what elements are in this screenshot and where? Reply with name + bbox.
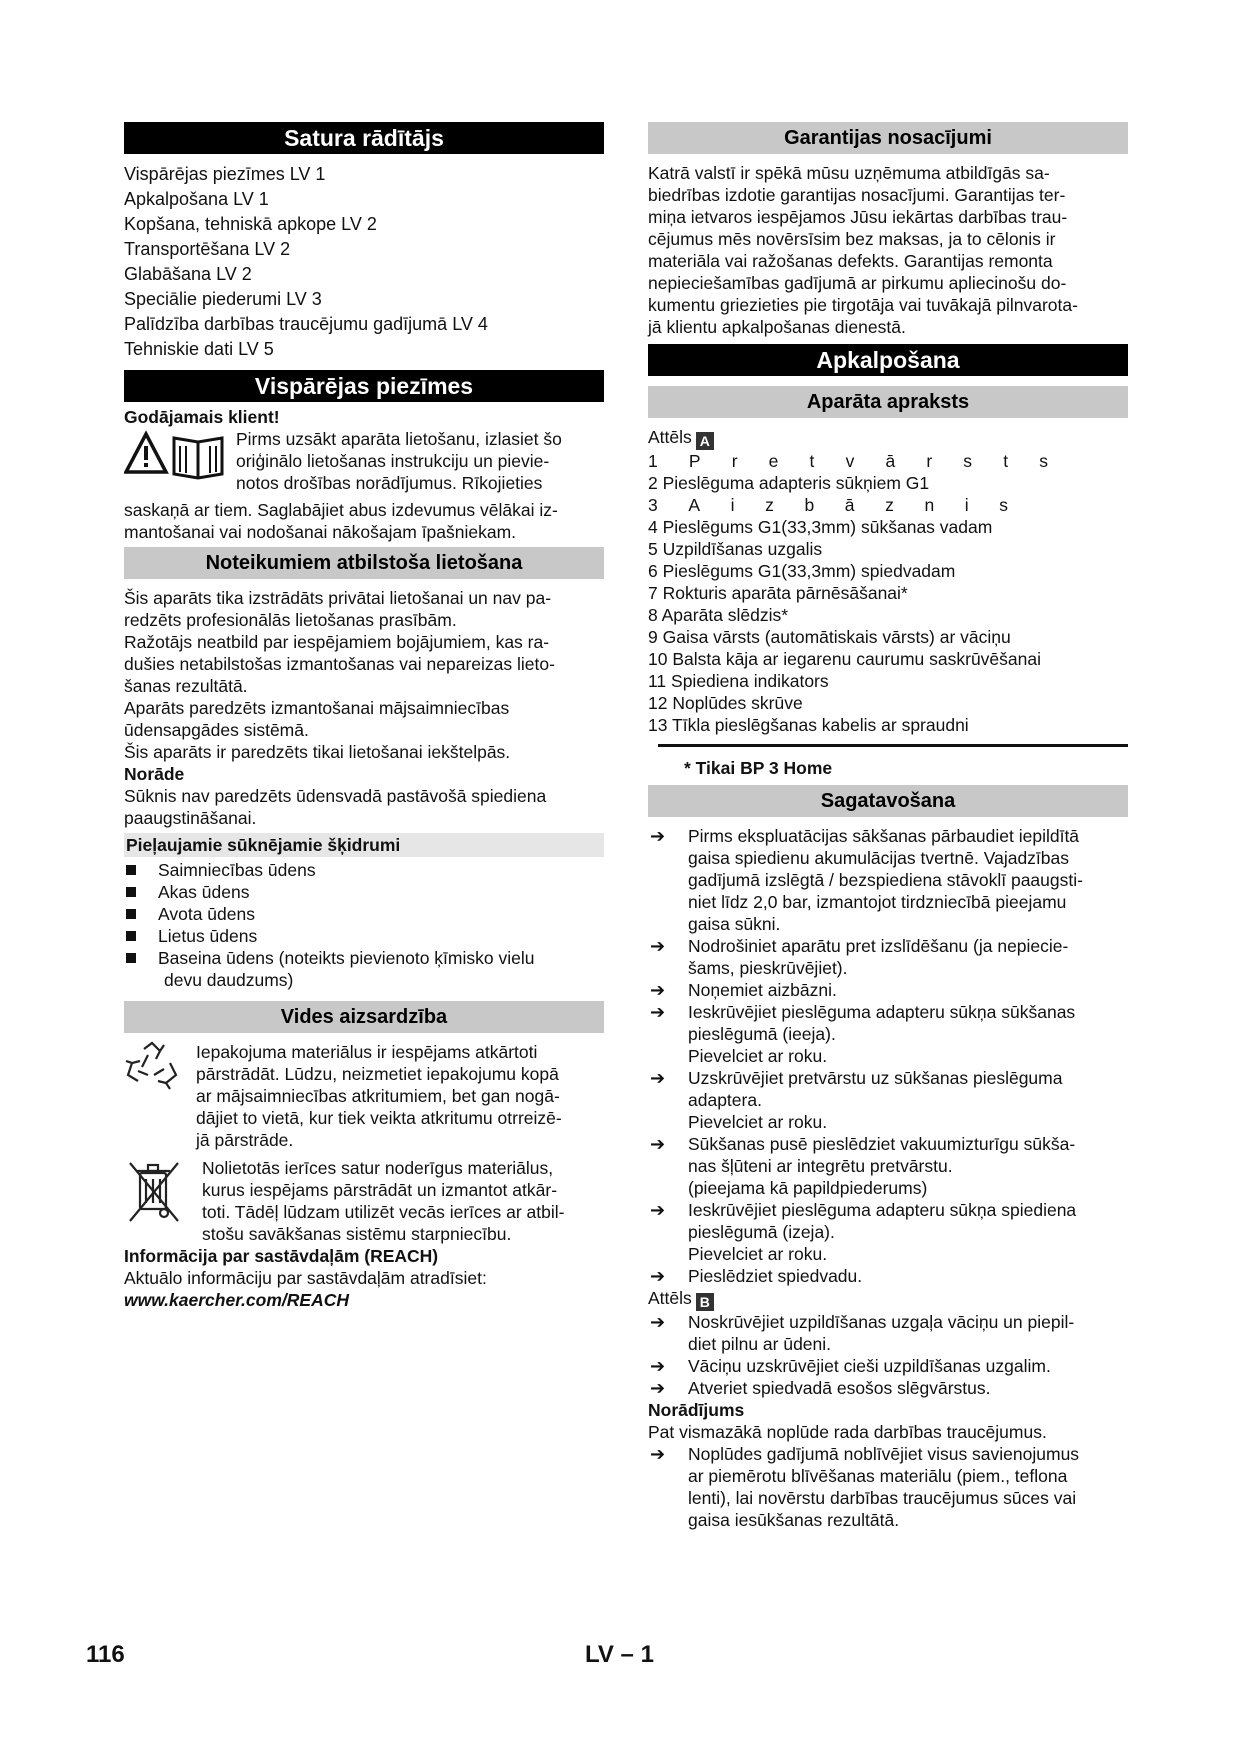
liquids-heading: Pieļaujamie sūknējamie šķidrumi	[124, 833, 604, 857]
arrow-right-icon: ➔	[650, 1200, 666, 1220]
footnote: * Tikai BP 3 Home	[684, 758, 833, 778]
text-line: oriģinālo lietošanas instrukciju un pievie-	[236, 451, 550, 471]
text-line: dājiet to vietā, kur tiek veikta atkritumu otrreizē-	[196, 1108, 562, 1128]
hint-label: Norādījums	[648, 1400, 745, 1420]
text-line: stošu savākšanas sistēmu starpniecību.	[202, 1224, 512, 1244]
list-item: ➔ Pirms ekspluatācijas sākšanas pārbaudiet iepildītā gaisa spiedienu akumulācijas tvertnē. Vajadzības gadījumā izslēgtā / bezspiediena stāvoklī paaugsti- niet līdz 2,0 bar, izmantojot tirdzniecībā pieejamu gaisa sūkni.	[650, 826, 1083, 934]
arrow-right-icon: ➔	[650, 1266, 666, 1286]
parts-list	[648, 516, 1128, 736]
list-item: ➔ Uzskrūvējiet pretvārstu uz sūkšanas pieslēguma adaptera. Pievelciet ar roku.	[650, 1068, 1063, 1132]
weee-text	[202, 1157, 564, 1245]
list-item: ➔ Noskrūvējiet uzpildīšanas uzgaļa vāciņu un piepil- diet pilnu ar ūdeni.	[650, 1312, 1075, 1354]
list-item: ➔ Sūkšanas pusē pieslēdziet vakuumizturīgu sūkša- nas šļūteni ar integrētu pretvārstu. (pieejama kā papildpiederums)	[650, 1134, 1076, 1198]
hint-steps	[648, 1443, 1128, 1531]
figure-b-badge: B	[696, 1293, 714, 1311]
part-1: 1 P r e t v ā r s t s	[648, 451, 1048, 471]
arrow-right-icon: ➔	[650, 1444, 666, 1464]
list-item: ➔ Noplūdes gadījumā noblīvējiet visus savienojumus ar piemērotu blīvēšanas materiālu (piem., teflona lenti), lai novērstu darbības traucējumus sūces vai gaisa iesūkšanas rezultātā.	[650, 1444, 1080, 1530]
toc-item[interactable]: Speciālie piederumi LV 3	[124, 289, 322, 309]
text-line: jā klientu apkalpošanas dienestā.	[648, 317, 906, 337]
hint-text: Pat vismazākā noplūde rada darbības traucējumus.	[648, 1422, 1047, 1442]
recycle-block	[124, 1041, 604, 1151]
arrow-right-icon: ➔	[650, 1378, 666, 1398]
list-item: 10 Balsta kāja ar iegarenu caurumu saskrūvēšanai	[648, 649, 1041, 669]
text-line: saskaņā ar tiem. Saglabājiet abus izdevumus vēlākai iz-	[124, 500, 558, 520]
list-item: 13 Tīkla pieslēgšanas kabelis ar spraudni	[648, 715, 969, 735]
text-line: Nolietotās ierīces satur noderīgus materiālus,	[202, 1158, 554, 1178]
list-item: ➔ Atveriet spiedvadā esošos slēgvārstus.	[650, 1378, 991, 1398]
text-line: šanas rezultātā.	[124, 676, 248, 696]
reach-text: Aktuālo informāciju par sastāvdaļām atradīsiet:	[124, 1268, 487, 1288]
intro-text	[236, 428, 562, 499]
arrow-right-icon: ➔	[650, 1134, 666, 1154]
text-line: dušies netabilstošas izmantošanas vai nepareizas lieto-	[124, 654, 555, 674]
arrow-right-icon: ➔	[650, 936, 666, 956]
text-line: jā pārstrāde.	[196, 1130, 294, 1150]
text-line: toti. Tādēļ lūdzam utilizēt vecās ierīces ar atbil-	[202, 1202, 565, 1222]
toc-item[interactable]: Vispārējas piezīmes LV 1	[124, 164, 326, 184]
list-item: ➔ Noņemiet aizbāzni.	[650, 980, 837, 1000]
general-heading: Vispārējas piezīmes	[124, 370, 604, 402]
page-number: 116	[86, 1641, 125, 1668]
page-label: LV – 1	[585, 1641, 654, 1668]
intended-use-heading: Noteikumiem atbilstoša lietošana	[124, 547, 604, 579]
list-item: ➔ Ieskrūvējiet pieslēguma adapteru sūkņa sūkšanas pieslēgumā (ieeja). Pievelciet ar roku.	[650, 1002, 1076, 1066]
description-heading: Aparāta apraksts	[648, 386, 1128, 418]
text-line: kurus iespējams pārstrādāt un izmantot atkār-	[202, 1180, 558, 1200]
list-item: 12 Noplūdes skrūve	[648, 693, 803, 713]
right-column	[648, 122, 1128, 1531]
divider	[658, 744, 1128, 747]
weee-block	[124, 1157, 604, 1245]
toc-item[interactable]: Kopšana, tehniskā apkope LV 2	[124, 214, 377, 234]
list-item: Saimniecības ūdens	[124, 859, 604, 881]
toc-item[interactable]: Palīdzība darbības traucējumu gadījumā LV 4	[124, 314, 488, 334]
arrow-right-icon: ➔	[650, 1002, 666, 1022]
operation-heading: Apkalpošana	[648, 344, 1128, 376]
text-line: ūdensapgādes sistēmā.	[124, 720, 309, 740]
text-line: materiāla vai ražošanas defekts. Garantijas remonta	[648, 251, 1053, 271]
figure-a-badge: A	[696, 432, 714, 450]
text-line: nepieciešamības gadījumā ar pirkumu apliecinošu do-	[648, 273, 1067, 293]
text-line: Sūknis nav paredzēts ūdensvadā pastāvošā spiediena	[124, 786, 547, 806]
environment-heading: Vides aizsardzība	[124, 1001, 604, 1033]
text-line: kumentu griezieties pie tirgotāja vai tuvākajā pilnvarota-	[648, 295, 1078, 315]
preparation-steps	[648, 825, 1128, 1287]
preparation-heading: Sagatavošana	[648, 785, 1128, 817]
text-line: redzēts profesionālās lietošanas prasībām.	[124, 610, 457, 630]
list-item: Baseina ūdens (noteikts pievienoto ķīmisko vielu devu daudzums)	[124, 947, 604, 991]
reach-heading: Informācija par sastāvdaļām (REACH)	[124, 1246, 439, 1266]
intro-block	[124, 428, 604, 499]
reach-link[interactable]: www.kaercher.com/REACH	[124, 1290, 349, 1310]
bullet-square-icon	[126, 953, 136, 963]
toc-item[interactable]: Apkalpošana LV 1	[124, 189, 269, 209]
arrow-right-icon: ➔	[650, 826, 666, 846]
list-item: 9 Gaisa vārsts (automātiskais vārsts) ar vāciņu	[648, 627, 1011, 647]
part-2: 2 Pieslēguma adapteris sūkņiem G1	[648, 473, 930, 493]
crossed-bin-icon	[124, 1157, 202, 1245]
text-line: Aparāts paredzēts izmantošanai mājsaimniecības	[124, 698, 510, 718]
warning-manual-icon	[124, 428, 236, 499]
list-item: Akas ūdens	[124, 881, 604, 903]
part-3: 3 A i z b ā z n i s	[648, 495, 1008, 515]
text-line: notos drošības norādījumus. Rīkojieties	[236, 473, 543, 493]
list-item: ➔ Vāciņu uzskrūvējiet cieši uzpildīšanas uzgalim.	[650, 1356, 1051, 1376]
bullet-square-icon	[126, 887, 136, 897]
arrow-right-icon: ➔	[650, 1068, 666, 1088]
bullet-square-icon	[126, 931, 136, 941]
text-line: mantošanai vai nodošanai nākošajam īpašniekam.	[124, 522, 517, 542]
list-item: 6 Pieslēgums G1(33,3mm) spiedvadam	[648, 561, 956, 581]
intended-use-text	[124, 587, 604, 763]
recycle-text	[196, 1041, 562, 1151]
arrow-right-icon: ➔	[650, 1312, 666, 1332]
text-line: biedrības izdotie garantijas nosacījumi. Garantijas ter-	[648, 185, 1066, 205]
text-line: ar mājsaimniecības atkritumiem, bet gan nogā-	[196, 1086, 560, 1106]
text-line: pārstrādāt. Lūdzu, neizmetiet iepakojumu kopā	[196, 1064, 559, 1084]
text-line: miņa ietvaros iespējamos Jūsu iekārtas darbības trau-	[648, 207, 1068, 227]
filling-steps	[648, 1311, 1128, 1399]
toc-item[interactable]: Transportēšana LV 2	[124, 239, 291, 259]
text-line: Ražotājs neatbild par iespējamiem bojājumiem, kas ra-	[124, 632, 550, 652]
list-item: 5 Uzpildīšanas uzgalis	[648, 539, 823, 559]
recycle-icon	[124, 1041, 196, 1151]
list-item: 8 Aparāta slēdzis*	[648, 605, 789, 625]
list-item: Avota ūdens	[124, 903, 604, 925]
list-item: Lietus ūdens	[124, 925, 604, 947]
list-item: 4 Pieslēgums G1(33,3mm) sūkšanas vadam	[648, 517, 993, 537]
bullet-square-icon	[126, 909, 136, 919]
left-column	[124, 122, 604, 1311]
figure-b-ref: Attēls B	[648, 1287, 1128, 1311]
dear-customer: Godājamais klient!	[124, 407, 280, 427]
text-line: Šis aparāts ir paredzēts tikai lietošanai iekštelpās.	[124, 742, 511, 762]
list-item: ➔ Ieskrūvējiet pieslēguma adapteru sūkņa spiediena pieslēgumā (izeja). Pievelciet ar roku.	[650, 1200, 1077, 1264]
text-line: Iepakojuma materiālus ir iespējams atkārtoti	[196, 1042, 538, 1062]
list-item: ➔ Pieslēdziet spiedvadu.	[650, 1266, 863, 1286]
toc-item[interactable]: Tehniskie dati LV 5	[124, 339, 274, 359]
text-line: Šis aparāts tika izstrādāts privātai lietošanai un nav pa-	[124, 588, 552, 608]
toc-item[interactable]: Glabāšana LV 2	[124, 264, 252, 284]
toc-list	[124, 162, 604, 362]
arrow-right-icon: ➔	[650, 1356, 666, 1376]
note-label: Norāde	[124, 764, 185, 784]
arrow-right-icon: ➔	[650, 980, 666, 1000]
text-line: paaugstināšanai.	[124, 808, 257, 828]
warranty-text	[648, 162, 1128, 338]
figure-a-ref: Attēls A	[648, 426, 1128, 450]
warranty-heading: Garantijas nosacījumi	[648, 122, 1128, 154]
liquids-list	[124, 859, 604, 991]
text-line: cējumus mēs novērsīsim bez maksas, ja to cēlonis ir	[648, 229, 1056, 249]
text-line: Pirms uzsākt aparāta lietošanu, izlasiet šo	[236, 429, 562, 449]
list-item: 7 Rokturis aparāta pārnēsāšanai*	[648, 583, 908, 603]
text-line: Katrā valstī ir spēkā mūsu uzņēmuma atbildīgās sa-	[648, 163, 1050, 183]
list-item: ➔ Nodrošiniet aparātu pret izslīdēšanu (ja nepiecie- šams, pieskrūvējiet).	[650, 936, 1069, 978]
bullet-square-icon	[126, 865, 136, 875]
toc-heading: Satura rādītājs	[124, 122, 604, 154]
list-item: 11 Spiediena indikators	[648, 671, 829, 691]
